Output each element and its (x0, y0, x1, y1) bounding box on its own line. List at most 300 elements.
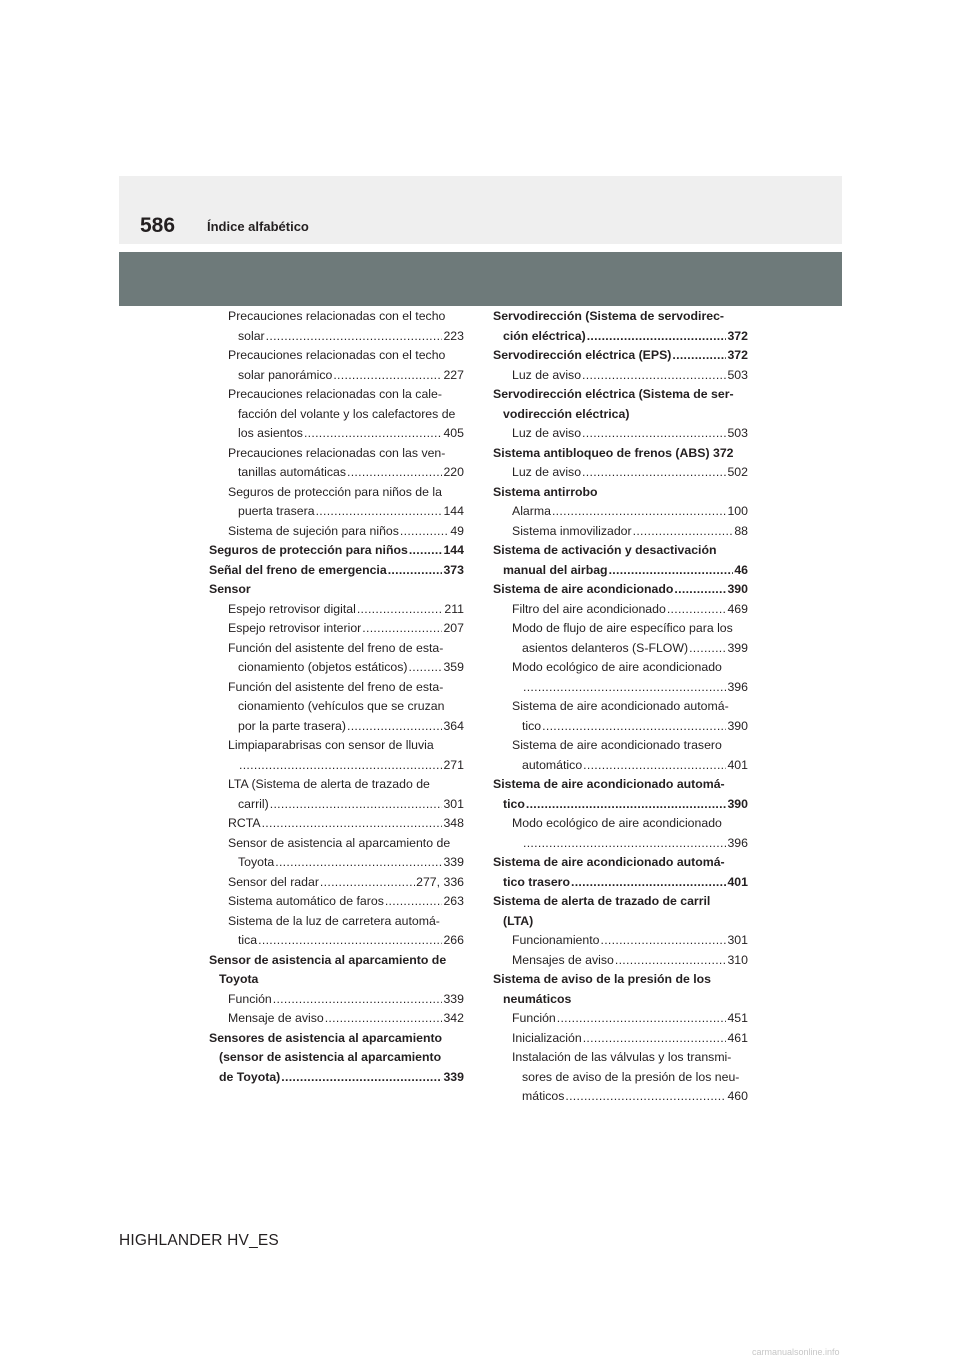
dot-leader (316, 502, 443, 522)
entry-line (512, 522, 748, 542)
index-entry (209, 561, 464, 581)
entry-line (512, 502, 748, 522)
entry-page-ref: 372 (727, 328, 748, 343)
entry-line (493, 912, 748, 932)
index-entry (209, 346, 464, 385)
entry-text: Sistema de la luz de carretera automá- (228, 913, 440, 928)
entry-line (228, 346, 464, 366)
index-entry (209, 814, 464, 834)
entry-text: Servodirección (Sistema de servodirec- (493, 309, 725, 323)
entry-text: Sistema de aire acondicionado automá- (493, 777, 725, 791)
index-entry (493, 853, 748, 892)
index-entry (209, 600, 464, 620)
entry-text: Modo de flujo de aire específico para los (512, 621, 733, 635)
entry-text: automático (522, 757, 583, 772)
entry-line (228, 385, 464, 405)
entry-text: Toyota (238, 855, 275, 869)
index-entry (493, 580, 748, 600)
entry-text: Función (512, 1011, 556, 1025)
entry-page-ref: 100 (727, 504, 748, 518)
entry-text: Sensor de asistencia al aparcamiento de (209, 952, 447, 967)
index-entry (493, 736, 748, 775)
entry-line (512, 1048, 748, 1068)
entry-text: Luz de aviso (512, 367, 582, 382)
dot-leader (239, 756, 442, 776)
entry-text: Espejo retrovisor digital (228, 601, 356, 616)
dot-leader (583, 1029, 727, 1049)
entry-text: Espejo retrovisor interior (228, 621, 362, 635)
entry-text: tico (503, 796, 525, 811)
entry-text: Sistema automático de faros (228, 894, 384, 908)
entry-line (512, 463, 748, 483)
index-entry (209, 990, 464, 1010)
entry-line (512, 366, 748, 386)
index-entry (493, 483, 748, 503)
entry-text: Servodirección eléctrica (Sistema de ser- (493, 387, 734, 401)
entry-line (512, 639, 748, 659)
index-entry (493, 1009, 748, 1029)
dot-leader (304, 424, 443, 444)
entry-text: neumáticos (503, 991, 572, 1006)
entry-page-ref: 271 (443, 757, 464, 772)
entry-line (512, 1068, 748, 1088)
index-entry (493, 892, 748, 931)
index-entry (209, 1029, 464, 1088)
footer-model: HIGHLANDER HV_ES (119, 1232, 279, 1249)
entry-page-ref: 469 (727, 601, 748, 616)
index-entry (493, 307, 748, 346)
entry-line (228, 756, 464, 776)
entry-line (228, 853, 464, 873)
entry-text: Precauciones relacionadas con el techo (228, 309, 446, 323)
entry-page-ref: 266 (443, 933, 464, 947)
dot-leader (523, 834, 726, 854)
entry-line (512, 658, 748, 678)
index-entry (493, 522, 748, 542)
index-entry (493, 931, 748, 951)
entry-text: (LTA) (503, 913, 534, 928)
entry-line (493, 444, 748, 464)
entry-page-ref: 46 (734, 562, 748, 577)
index-entry (209, 307, 464, 346)
entry-text: de Toyota) (219, 1069, 281, 1084)
entry-text: Modo ecológico de aire acondicionado (512, 660, 722, 674)
entry-page-ref: 339 (443, 855, 464, 869)
entry-page-ref: 301 (443, 796, 464, 811)
entry-line (512, 1029, 748, 1049)
entry-page-ref: 405 (443, 426, 464, 440)
entry-line (228, 795, 464, 815)
index-column-left (209, 307, 464, 1087)
entry-text: vodirección eléctrica) (503, 406, 630, 421)
entry-text: Sistema de aire acondicionado automá- (493, 855, 725, 869)
entry-text: Sistema de aire acondicionado automá- (512, 699, 729, 713)
entry-text: Servodirección eléctrica (EPS) (493, 348, 672, 362)
entry-text: cionamiento (objetos estáticos) (238, 660, 408, 674)
dot-leader (552, 502, 727, 522)
dot-leader (333, 366, 442, 386)
entry-line (209, 541, 464, 561)
entry-page-ref: 401 (727, 874, 748, 889)
entry-line (228, 619, 464, 639)
entry-text: Sistema antibloqueo de frenos (ABS) 372 (493, 445, 734, 460)
dot-leader (601, 931, 727, 951)
index-entry (493, 658, 748, 697)
entry-page-ref: 263 (443, 894, 464, 908)
entry-line (228, 931, 464, 951)
entry-line (493, 990, 748, 1010)
entry-line (512, 931, 748, 951)
entry-line (512, 834, 748, 854)
entry-line (228, 463, 464, 483)
entry-line (493, 541, 748, 561)
entry-page-ref: 364 (443, 718, 464, 733)
index-entry (493, 775, 748, 814)
entry-page-ref: 451 (727, 1011, 748, 1025)
dot-leader (557, 1009, 727, 1029)
entry-line (228, 522, 464, 542)
dot-leader (385, 892, 443, 912)
entry-text: sores de aviso de la presión de los neu- (522, 1069, 740, 1084)
index-entry (209, 580, 464, 600)
entry-line (228, 678, 464, 698)
entry-page-ref: 396 (727, 835, 748, 850)
entry-text: solar (238, 328, 265, 343)
index-entry (209, 385, 464, 444)
index-entry (493, 1048, 748, 1107)
entry-page-ref: 220 (443, 465, 464, 479)
entry-line (228, 814, 464, 834)
entry-page-ref: 49 (450, 523, 464, 538)
index-entry (493, 502, 748, 522)
entry-text: Sistema antirrobo (493, 484, 598, 499)
entry-line (493, 775, 748, 795)
dot-leader (587, 327, 727, 347)
entry-line (228, 307, 464, 327)
entry-text: Mensaje de aviso (228, 1011, 324, 1025)
dot-leader (357, 600, 444, 620)
entry-text: Mensajes de aviso (512, 952, 614, 967)
index-entry (209, 873, 464, 893)
entry-page-ref: 390 (727, 718, 748, 733)
entry-line (209, 951, 464, 971)
index-entry (209, 639, 464, 678)
entry-line (228, 366, 464, 386)
entry-line (493, 385, 748, 405)
dot-leader (542, 717, 726, 737)
entry-text: tica (238, 933, 258, 947)
entry-page-ref: 342 (443, 1011, 464, 1025)
entry-text: Sistema de alerta de trazado de carril (493, 894, 711, 908)
entry-text: puerta trasera (238, 504, 315, 518)
index-entry (493, 385, 748, 424)
dot-leader (571, 873, 726, 893)
index-entry (493, 814, 748, 853)
entry-text: LTA (Sistema de alerta de trazado de (228, 777, 430, 791)
dot-leader (273, 990, 443, 1010)
entry-line (512, 697, 748, 717)
index-entry (493, 951, 748, 971)
dot-leader (582, 424, 726, 444)
dot-leader (523, 678, 726, 698)
entry-line (228, 892, 464, 912)
entry-page-ref: 227 (443, 367, 464, 382)
entry-line (493, 483, 748, 503)
section-title: Índice alfabético (207, 219, 309, 234)
dot-leader (266, 327, 443, 347)
dot-leader (409, 541, 443, 561)
entry-line (209, 1048, 464, 1068)
index-entry (493, 697, 748, 736)
entry-text: Seguros de protección para niños de la (228, 484, 442, 499)
index-entry (209, 483, 464, 522)
entry-text: Sistema de aire acondicionado trasero (512, 738, 722, 752)
entry-page-ref: 390 (727, 582, 748, 596)
dot-leader (633, 522, 734, 542)
entry-text: Sensores de asistencia al aparcamiento (209, 1030, 443, 1045)
entry-line (493, 795, 748, 815)
entry-line (228, 405, 464, 425)
dot-leader (582, 366, 726, 386)
entry-line (228, 717, 464, 737)
entry-text: ción eléctrica) (503, 328, 586, 343)
entry-text: manual del airbag (503, 562, 608, 577)
entry-text: por la parte trasera) (238, 718, 346, 733)
dot-leader (526, 795, 727, 815)
dot-leader (325, 1009, 443, 1029)
entry-page-ref: 211 (444, 601, 464, 616)
entry-line (228, 502, 464, 522)
entry-line (493, 892, 748, 912)
entry-page-ref: 207 (443, 621, 464, 635)
entry-line (493, 580, 748, 600)
entry-text: Precauciones relacionadas con la cale- (228, 387, 442, 401)
entry-line (228, 873, 464, 893)
entry-line (228, 327, 464, 347)
entry-text: asientos delanteros (S-FLOW) (522, 640, 689, 655)
entry-line (493, 873, 748, 893)
entry-line (512, 424, 748, 444)
entry-line (228, 775, 464, 795)
entry-line (209, 561, 464, 581)
dot-leader (667, 600, 727, 620)
dot-leader (388, 561, 443, 581)
entry-line (209, 1068, 464, 1088)
index-entry (209, 444, 464, 483)
entry-text: Modo ecológico de aire acondicionado (512, 816, 722, 830)
dot-leader (262, 814, 443, 834)
entry-text: Luz de aviso (512, 426, 582, 440)
entry-text: los asientos (238, 426, 303, 440)
entry-page-ref: 372 (727, 348, 748, 362)
dot-leader (609, 561, 734, 581)
entry-text: Precauciones relacionadas con el techo (228, 348, 446, 362)
entry-line (228, 639, 464, 659)
index-entry (493, 970, 748, 1009)
entry-page-ref: 373 (443, 562, 464, 577)
index-entry (209, 834, 464, 873)
entry-text: Luz de aviso (512, 465, 582, 479)
index-entry (209, 1009, 464, 1029)
entry-text: tico (522, 718, 542, 733)
entry-page-ref: 503 (727, 367, 748, 382)
entry-text: Señal del freno de emergencia (209, 562, 387, 577)
entry-page-ref: 359 (443, 660, 464, 674)
entry-line (228, 658, 464, 678)
entry-line (512, 600, 748, 620)
entry-line (228, 990, 464, 1010)
index-entry (493, 366, 748, 386)
entry-page-ref: 461 (727, 1030, 748, 1045)
entry-line (493, 346, 748, 366)
entry-line (493, 327, 748, 347)
page-number: 586 (140, 214, 176, 237)
entry-line (209, 580, 464, 600)
entry-page-ref: 348 (443, 816, 464, 830)
entry-line (228, 697, 464, 717)
index-entry (209, 678, 464, 737)
index-entry (493, 444, 748, 464)
entry-text: Sensor del radar (228, 874, 319, 889)
index-entry (209, 951, 464, 990)
entry-line (493, 970, 748, 990)
dot-leader (270, 795, 443, 815)
index-entry (493, 463, 748, 483)
dot-leader (281, 1068, 442, 1088)
entry-text: Sistema de sujeción para niños (228, 523, 399, 538)
entry-text: Seguros de protección para niños (209, 543, 408, 557)
entry-line (228, 1009, 464, 1029)
entry-text: (sensor de asistencia al aparcamiento (219, 1050, 442, 1064)
entry-line (228, 736, 464, 756)
entry-line (209, 970, 464, 990)
index-entry (493, 346, 748, 366)
entry-text: Sistema de activación y desactivación (493, 543, 717, 557)
entry-line (228, 444, 464, 464)
entry-line (493, 561, 748, 581)
entry-line (228, 834, 464, 854)
dot-leader (275, 853, 442, 873)
entry-text: Sistema inmovilizador (512, 523, 632, 538)
dot-leader (674, 580, 726, 600)
dot-leader (583, 756, 726, 776)
entry-page-ref: 223 (443, 328, 464, 343)
entry-line (493, 853, 748, 873)
entry-line (512, 619, 748, 639)
dot-leader (565, 1087, 726, 1107)
entry-page-ref: 310 (727, 952, 748, 967)
entry-text: Toyota (219, 972, 259, 986)
entry-line (228, 424, 464, 444)
dot-leader (615, 951, 727, 971)
entry-text: Sensor (209, 582, 251, 596)
entry-text: Función del asistente del freno de esta- (228, 640, 444, 655)
entry-text: tanillas automáticas (238, 465, 346, 479)
entry-line (512, 1009, 748, 1029)
entry-text: Precauciones relacionadas con las ven- (228, 445, 446, 460)
index-entry (493, 600, 748, 620)
dot-leader (347, 463, 442, 483)
header-dark-band (119, 252, 842, 306)
dot-leader (672, 346, 726, 366)
entry-line (512, 678, 748, 698)
dot-leader (582, 463, 726, 483)
entry-text: tico trasero (503, 874, 570, 889)
entry-line (512, 1087, 748, 1107)
index-entry (493, 1029, 748, 1049)
entry-page-ref: 88 (734, 523, 748, 538)
dot-leader (409, 658, 443, 678)
index-column-right (493, 307, 748, 1107)
entry-line (512, 736, 748, 756)
dot-leader (258, 931, 442, 951)
dot-leader (689, 639, 726, 659)
entry-page-ref: 502 (727, 465, 748, 479)
index-entry (209, 541, 464, 561)
entry-page-ref: 503 (727, 426, 748, 440)
entry-line (512, 814, 748, 834)
entry-line (228, 483, 464, 503)
entry-text: Limpiaparabrisas con sensor de lluvia (228, 738, 434, 752)
entry-text: Sistema de aire acondicionado (493, 582, 674, 596)
entry-line (512, 756, 748, 776)
entry-page-ref: 460 (727, 1089, 748, 1103)
entry-text: Función del asistente del freno de esta- (228, 679, 444, 694)
index-entry (209, 912, 464, 951)
entry-text: Filtro del aire acondicionado (512, 601, 666, 616)
index-entry (493, 541, 748, 580)
entry-page-ref: 277, 336 (416, 874, 464, 889)
entry-page-ref: 399 (727, 640, 748, 655)
entry-page-ref: 301 (727, 933, 748, 947)
index-entry (209, 619, 464, 639)
entry-page-ref: 401 (727, 757, 748, 772)
entry-text: Alarma (512, 504, 551, 518)
entry-line (493, 405, 748, 425)
index-entry (209, 775, 464, 814)
entry-page-ref: 144 (443, 504, 464, 518)
entry-line (228, 600, 464, 620)
entry-page-ref: 339 (443, 991, 464, 1006)
index-entry (209, 736, 464, 775)
entry-line (228, 912, 464, 932)
index-entry (209, 522, 464, 542)
entry-text: cionamiento (vehículos que se cruzan (238, 699, 445, 713)
entry-text: RCTA (228, 816, 261, 830)
entry-line (209, 1029, 464, 1049)
entry-text: Sensor de asistencia al aparcamiento de (228, 835, 451, 850)
dot-leader (362, 619, 442, 639)
entry-text: Función (228, 991, 272, 1006)
entry-page-ref: 396 (727, 679, 748, 694)
index-entry (493, 619, 748, 658)
index-entry (493, 424, 748, 444)
entry-text: máticos (522, 1089, 565, 1103)
dot-leader (347, 717, 442, 737)
watermark: carmanualsonline.info (752, 1347, 840, 1357)
entry-text: Funcionamiento (512, 933, 600, 947)
entry-page-ref: 339 (443, 1069, 464, 1084)
entry-page-ref: 390 (727, 796, 748, 811)
entry-line (493, 307, 748, 327)
entry-text: facción del volante y los calefactores de (238, 406, 456, 421)
entry-text: Inicialización (512, 1030, 582, 1045)
dot-leader (320, 873, 415, 893)
entry-text: solar panorámico (238, 367, 333, 382)
entry-line (512, 717, 748, 737)
entry-text: Sistema de aviso de la presión de los (493, 972, 712, 986)
entry-page-ref: 144 (443, 543, 464, 557)
